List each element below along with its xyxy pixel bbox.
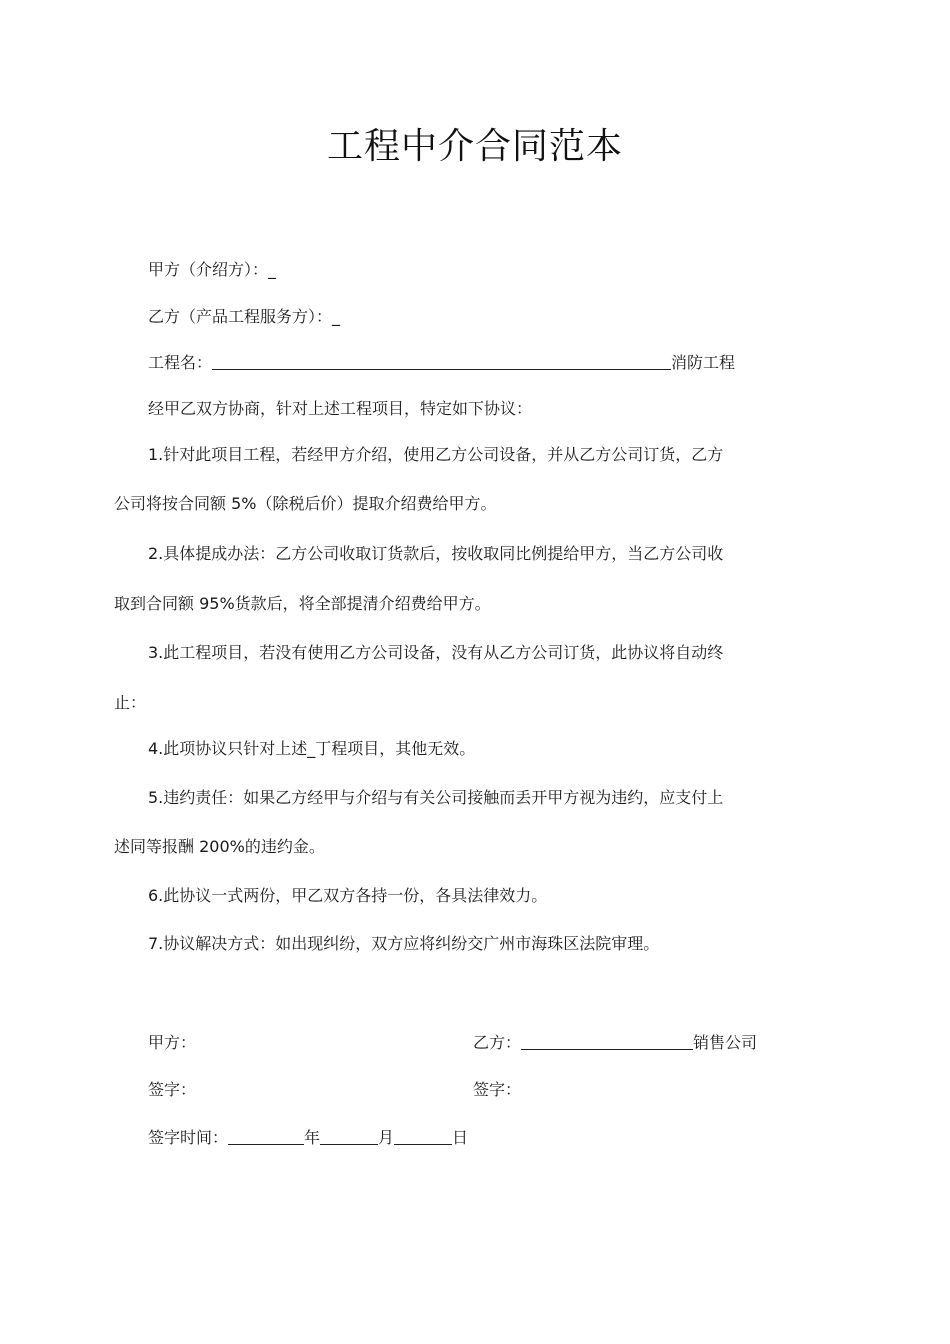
clause-6: 6.此协议一式两份，甲乙双方各持一份，各具法律效力。 xyxy=(148,886,548,905)
day-blank xyxy=(394,1126,452,1145)
clause-3-line-2: 止： xyxy=(114,693,147,712)
clause-5-line-2: 述同等报酬 200%的违约金。 xyxy=(114,837,325,856)
clause-5-line-1: 5.违约责任：如果乙方经甲与介绍与有关公司接触而丢开甲方视为违约，应支付上 xyxy=(148,788,724,807)
preamble: 经甲乙双方协商，针对上述工程项目，特定如下协议： xyxy=(148,399,533,418)
party-a-intro: 甲方（介绍方）：_ xyxy=(148,260,277,279)
sign-party-b-suffix: 销售公司 xyxy=(693,1033,758,1052)
sign-party-b: 乙方： xyxy=(473,1033,522,1052)
party-b-intro: 乙方（产品工程服务方）：_ xyxy=(148,307,341,326)
day-label: 日 xyxy=(452,1128,469,1147)
clause-7: 7.协议解决方式：如出现纠纷，双方应将纠纷交广州市海珠区法院审理。 xyxy=(148,934,660,953)
year-label: 年 xyxy=(304,1128,321,1147)
month-label: 月 xyxy=(378,1128,395,1147)
month-blank xyxy=(320,1126,378,1145)
sign-party-a: 甲方： xyxy=(148,1033,197,1052)
document-title: 工程中介合同范本 xyxy=(326,126,623,167)
clause-4: 4.此项协议只针对上述_丁程项目，其他无效。 xyxy=(148,739,476,758)
party-b-company-blank xyxy=(521,1031,693,1050)
sign-b-label: 签字： xyxy=(473,1080,522,1099)
clause-1-line-1: 1.针对此项目工程，若经甲方介绍，使用乙方公司设备，并从乙方公司订货，乙方 xyxy=(148,445,724,464)
clause-3-line-1: 3.此工程项目，若没有使用乙方公司设备，没有从乙方公司订货，此协议将自动终 xyxy=(148,643,724,662)
project-label: 工程名： xyxy=(148,353,213,372)
sign-party-b-line xyxy=(473,1031,757,1055)
sign-time-line xyxy=(148,1126,468,1150)
sign-a-label: 签字： xyxy=(148,1080,197,1099)
project-suffix: 消防工程 xyxy=(671,353,736,372)
sign-time-label: 签字时间： xyxy=(148,1128,229,1147)
year-blank xyxy=(228,1126,304,1145)
project-name-blank xyxy=(212,351,671,370)
clause-2-line-1: 2.具体提成办法：乙方公司收取订货款后，按收取同比例提给甲方，当乙方公司收 xyxy=(148,544,724,563)
project-name-line xyxy=(148,351,735,375)
clause-1-line-2: 公司将按合同额 5%（除税后价）提取介绍费给甲方。 xyxy=(114,494,497,513)
clause-2-line-2: 取到合同额 95%货款后，将全部提清介绍费给甲方。 xyxy=(114,594,491,613)
